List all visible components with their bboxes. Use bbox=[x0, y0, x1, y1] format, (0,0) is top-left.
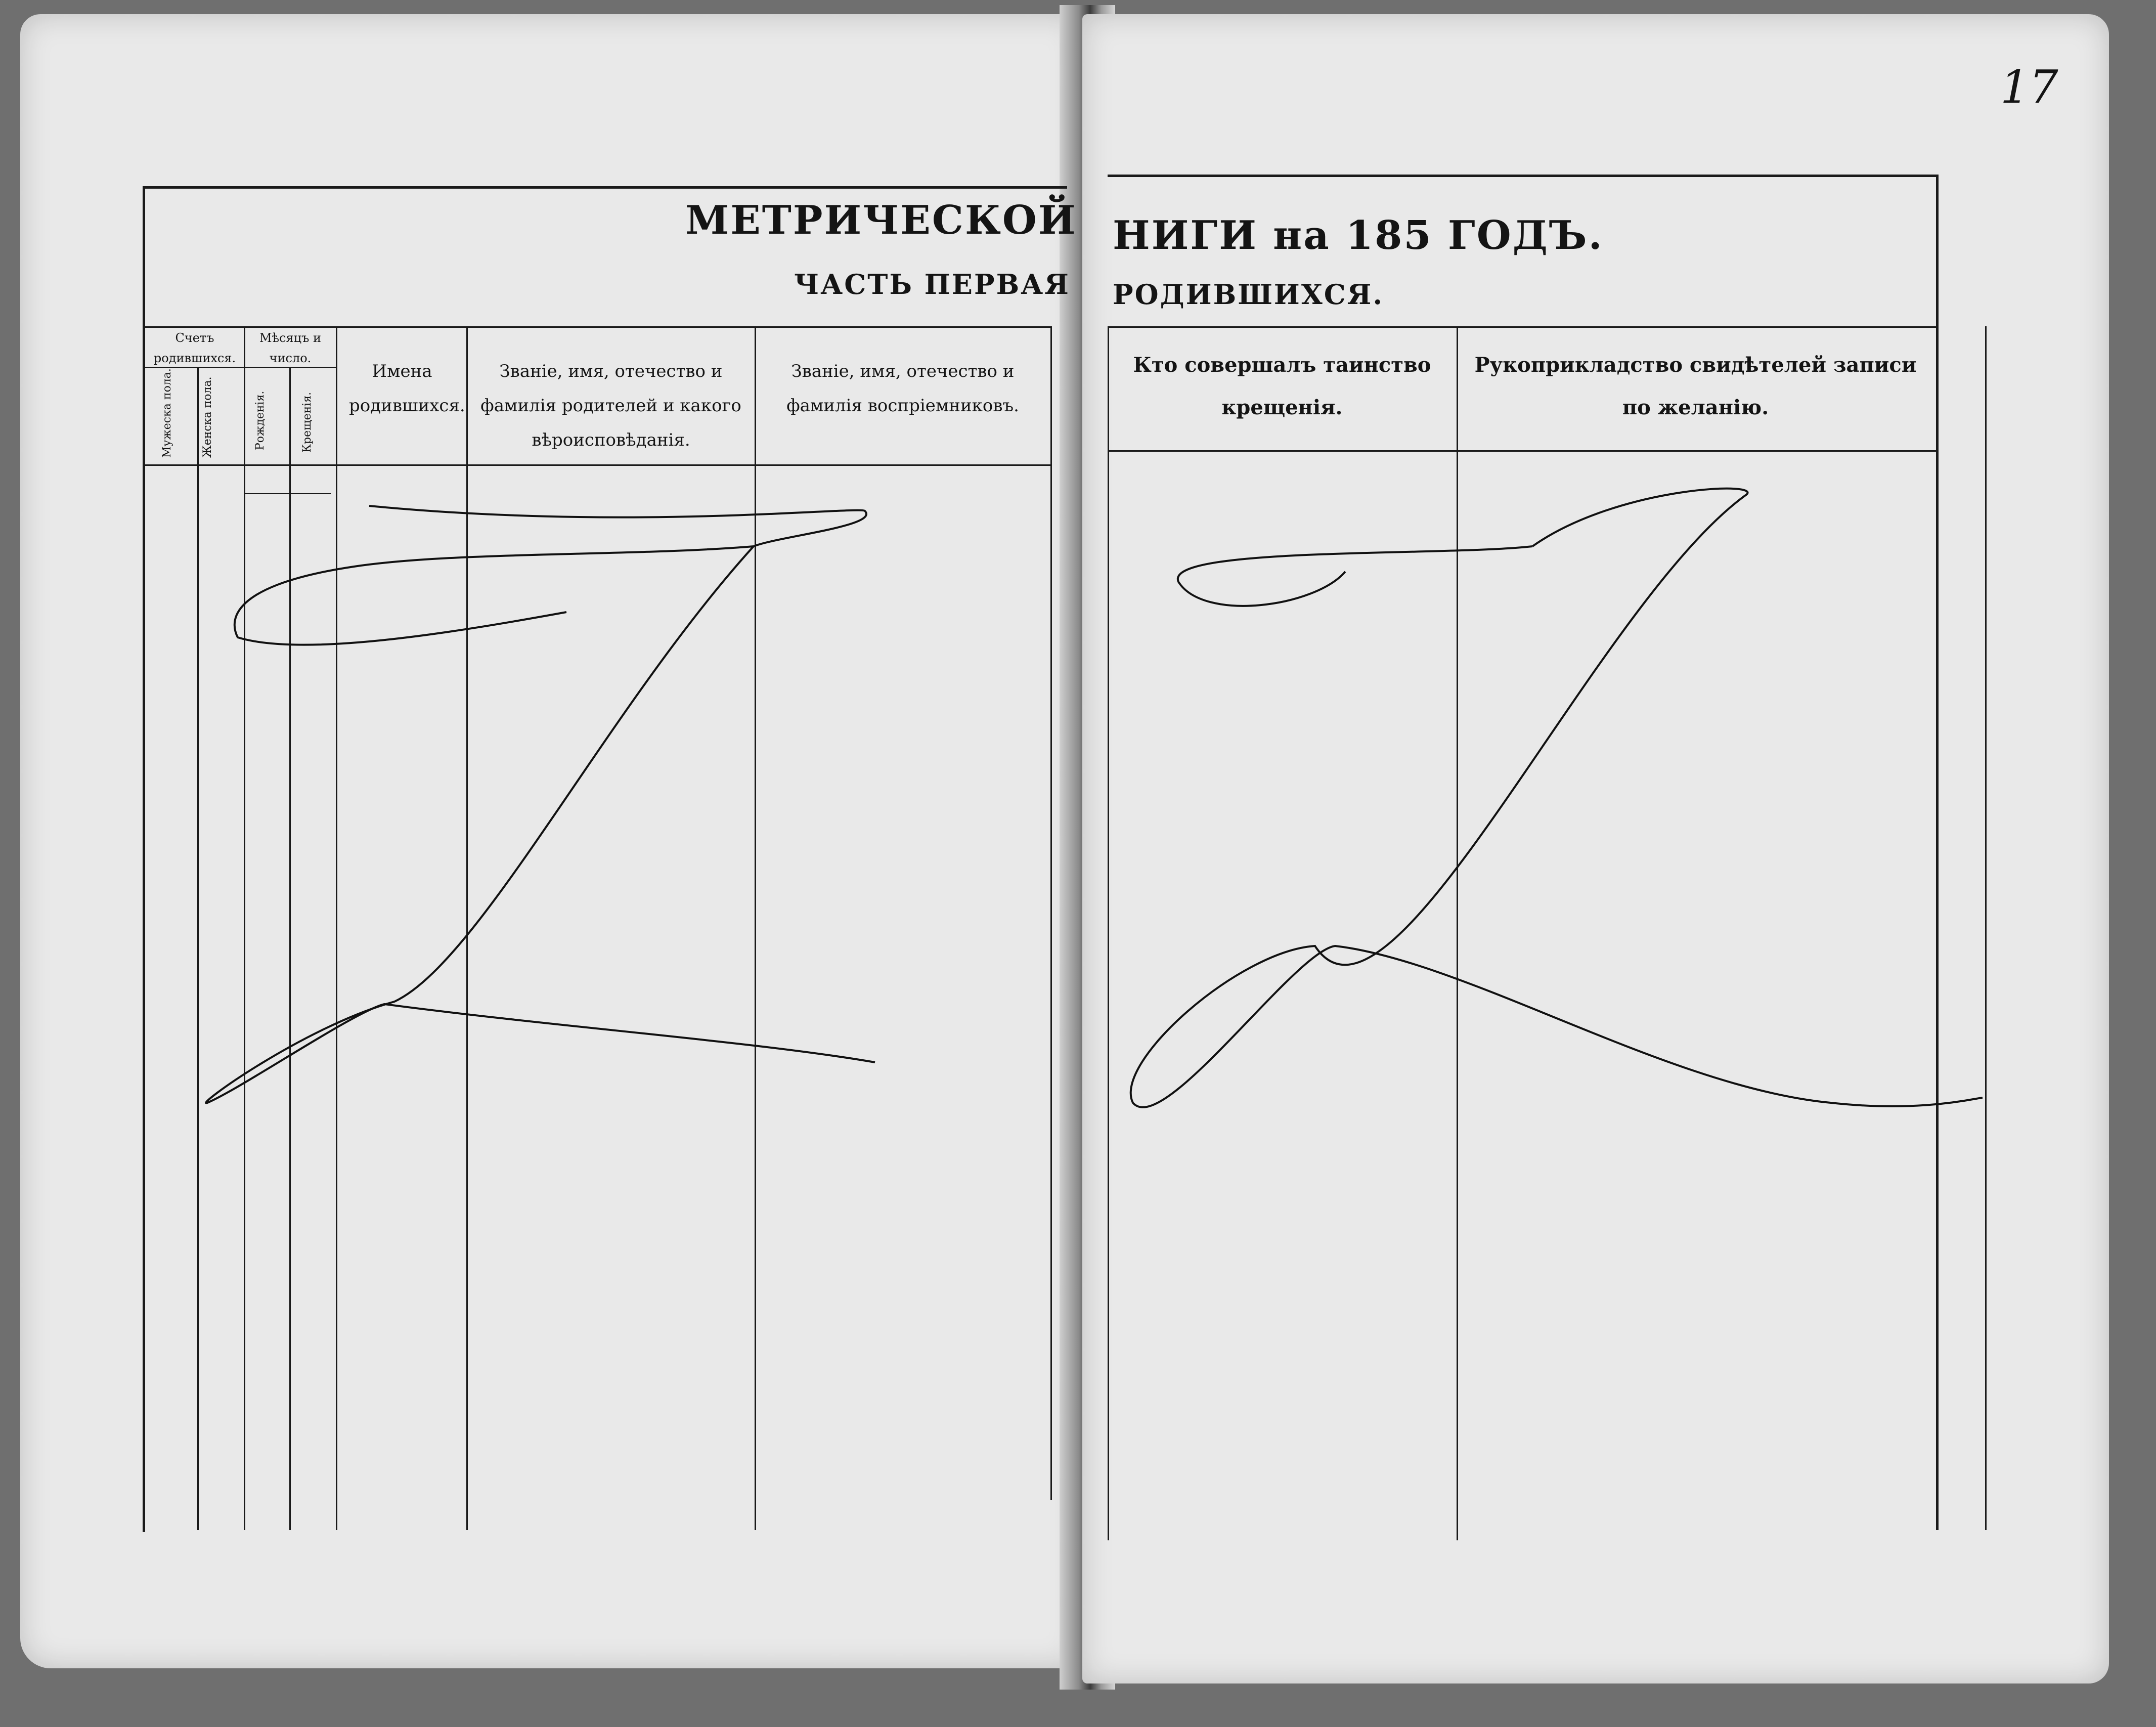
header-birth: Рожденія. bbox=[254, 391, 267, 450]
book-title-left: МЕТРИЧЕСКОЙ bbox=[685, 197, 1077, 243]
header-month-day: Мѣсяцъ и число. bbox=[259, 331, 321, 365]
book-title-right: НИГИ на 185 ГОДЪ. bbox=[1113, 212, 1604, 258]
header-baptism: Крещенія. bbox=[301, 392, 314, 453]
header-names: Имена родившихся. bbox=[349, 361, 465, 416]
book-subtitle-right: РОДИВШИХСЯ. bbox=[1113, 278, 1384, 311]
header-female: Женска пола. bbox=[201, 376, 214, 458]
folio-number: 17 bbox=[2000, 61, 2058, 114]
header-parents: Званіе, имя, отечество и фамилія родителей и какого вѣроисповѣданія. bbox=[480, 361, 741, 450]
header-baptized-by: Кто совершалъ таинство крещенія. bbox=[1133, 353, 1431, 419]
book-subtitle-left: ЧАСТЬ ПЕРВАЯ bbox=[794, 268, 1070, 300]
header-godparents: Званіе, имя, отечество и фамилія воспріемниковъ. bbox=[786, 361, 1019, 416]
header-male: Мужеска пола. bbox=[161, 368, 173, 458]
right-flourish bbox=[1131, 489, 1983, 1107]
header-count-births: Счетъ родившихся. bbox=[153, 331, 236, 365]
left-flourish bbox=[206, 506, 875, 1103]
header-witnesses: Рукоприкладство свидѣтелей записи по желанію. bbox=[1474, 353, 1917, 419]
